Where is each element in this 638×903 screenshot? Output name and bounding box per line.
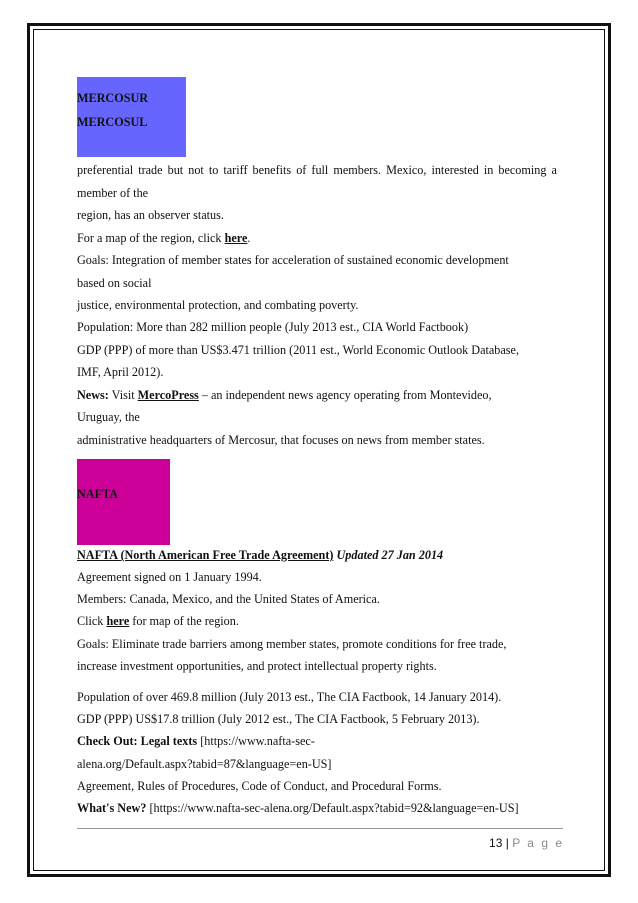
news-prefix: Visit	[108, 388, 138, 402]
mercosur-map-link[interactable]: here	[224, 231, 248, 245]
mercosur-news-line: administrative headquarters of Mercosur, that focuses on news from member states.	[77, 433, 485, 447]
map-suffix: .	[247, 231, 251, 245]
nafta-whatsnew-line	[77, 801, 519, 815]
footer-divider	[77, 828, 563, 829]
page-number: 13	[489, 836, 503, 850]
mercosur-text-line: preferential trade but not to tariff benefits of full members. Mexico, interested in becoming a	[77, 163, 557, 177]
news-label: News:	[77, 388, 109, 402]
footer-separator: |	[502, 836, 513, 850]
nafta-title: NAFTA	[77, 487, 119, 501]
mercosur-goals-line: Goals: Integration of member states for acceleration of sustained economic development	[77, 253, 509, 267]
mercosur-gdp-line: IMF, April 2012).	[77, 365, 164, 379]
whatsnew-url[interactable]: [https://www.nafta-sec-alena.org/Default.aspx?tabid=92&language=en-US]	[146, 801, 519, 815]
nafta-goals-line: increase investment opportunities, and protect intellectual property rights.	[77, 659, 437, 673]
mercosur-gdp-line: GDP (PPP) of more than US$3.471 trillion (2011 est., World Economic Outlook Database,	[77, 343, 520, 357]
nafta-members: Members: Canada, Mexico, and the United States of America.	[77, 592, 380, 606]
nafta-map-line	[77, 614, 239, 628]
whatsnew-label: What's New?	[77, 801, 147, 815]
mercosul-title: MERCOSUL	[77, 115, 148, 129]
nafta-heading	[77, 548, 443, 562]
click-prefix: Click	[77, 614, 107, 628]
mercosur-text-line: member of the	[77, 186, 149, 200]
page-footer	[489, 836, 564, 850]
map-prefix: For a map of the region, click	[77, 231, 225, 245]
mercosur-goals-line: justice, environmental protection, and combating poverty.	[77, 298, 359, 312]
nafta-agreement: Agreement, Rules of Procedures, Code of Conduct, and Procedural Forms.	[77, 779, 442, 793]
nafta-population: Population of over 469.8 million (July 2013 est., The CIA Factbook, 14 January 2014).	[77, 690, 502, 704]
nafta-checkout-line	[77, 734, 315, 748]
nafta-map-link[interactable]: here	[106, 614, 130, 628]
mercosur-text-line: region, has an observer status.	[77, 208, 224, 222]
news-suffix: – an independent news agency operating from Montevideo,	[198, 388, 492, 402]
nafta-heading-link[interactable]: NAFTA (North American Free Trade Agreement)	[77, 548, 334, 562]
nafta-signed: Agreement signed on 1 January 1994.	[77, 570, 262, 584]
checkout-url[interactable]: [https://www.nafta-sec-	[197, 734, 315, 748]
mercosur-goals-line: based on social	[77, 276, 152, 290]
nafta-goals-line: Goals: Eliminate trade barriers among member states, promote conditions for free trade,	[77, 637, 507, 651]
checkout-label: Check Out: Legal texts	[77, 734, 198, 748]
mercosur-title: MERCOSUR	[77, 91, 149, 105]
nafta-color-block	[77, 459, 170, 545]
mercopress-link[interactable]: MercoPress	[137, 388, 199, 402]
page-word: P a g e	[512, 836, 564, 850]
mercosur-population: Population: More than 282 million people (July 2013 est., CIA World Factbook)	[77, 320, 469, 334]
mercosur-news-line	[77, 388, 492, 402]
nafta-checkout-url-line[interactable]: alena.org/Default.aspx?tabid=87&language=en-US]	[77, 757, 332, 771]
nafta-gdp: GDP (PPP) US$17.8 trillion (July 2012 est., The CIA Factbook, 5 February 2013).	[77, 712, 480, 726]
click-suffix: for map of the region.	[129, 614, 239, 628]
nafta-updated: Updated 27 Jan 2014	[333, 548, 444, 562]
mercosur-news-line: Uruguay, the	[77, 410, 140, 424]
mercosur-map-line	[77, 231, 250, 245]
